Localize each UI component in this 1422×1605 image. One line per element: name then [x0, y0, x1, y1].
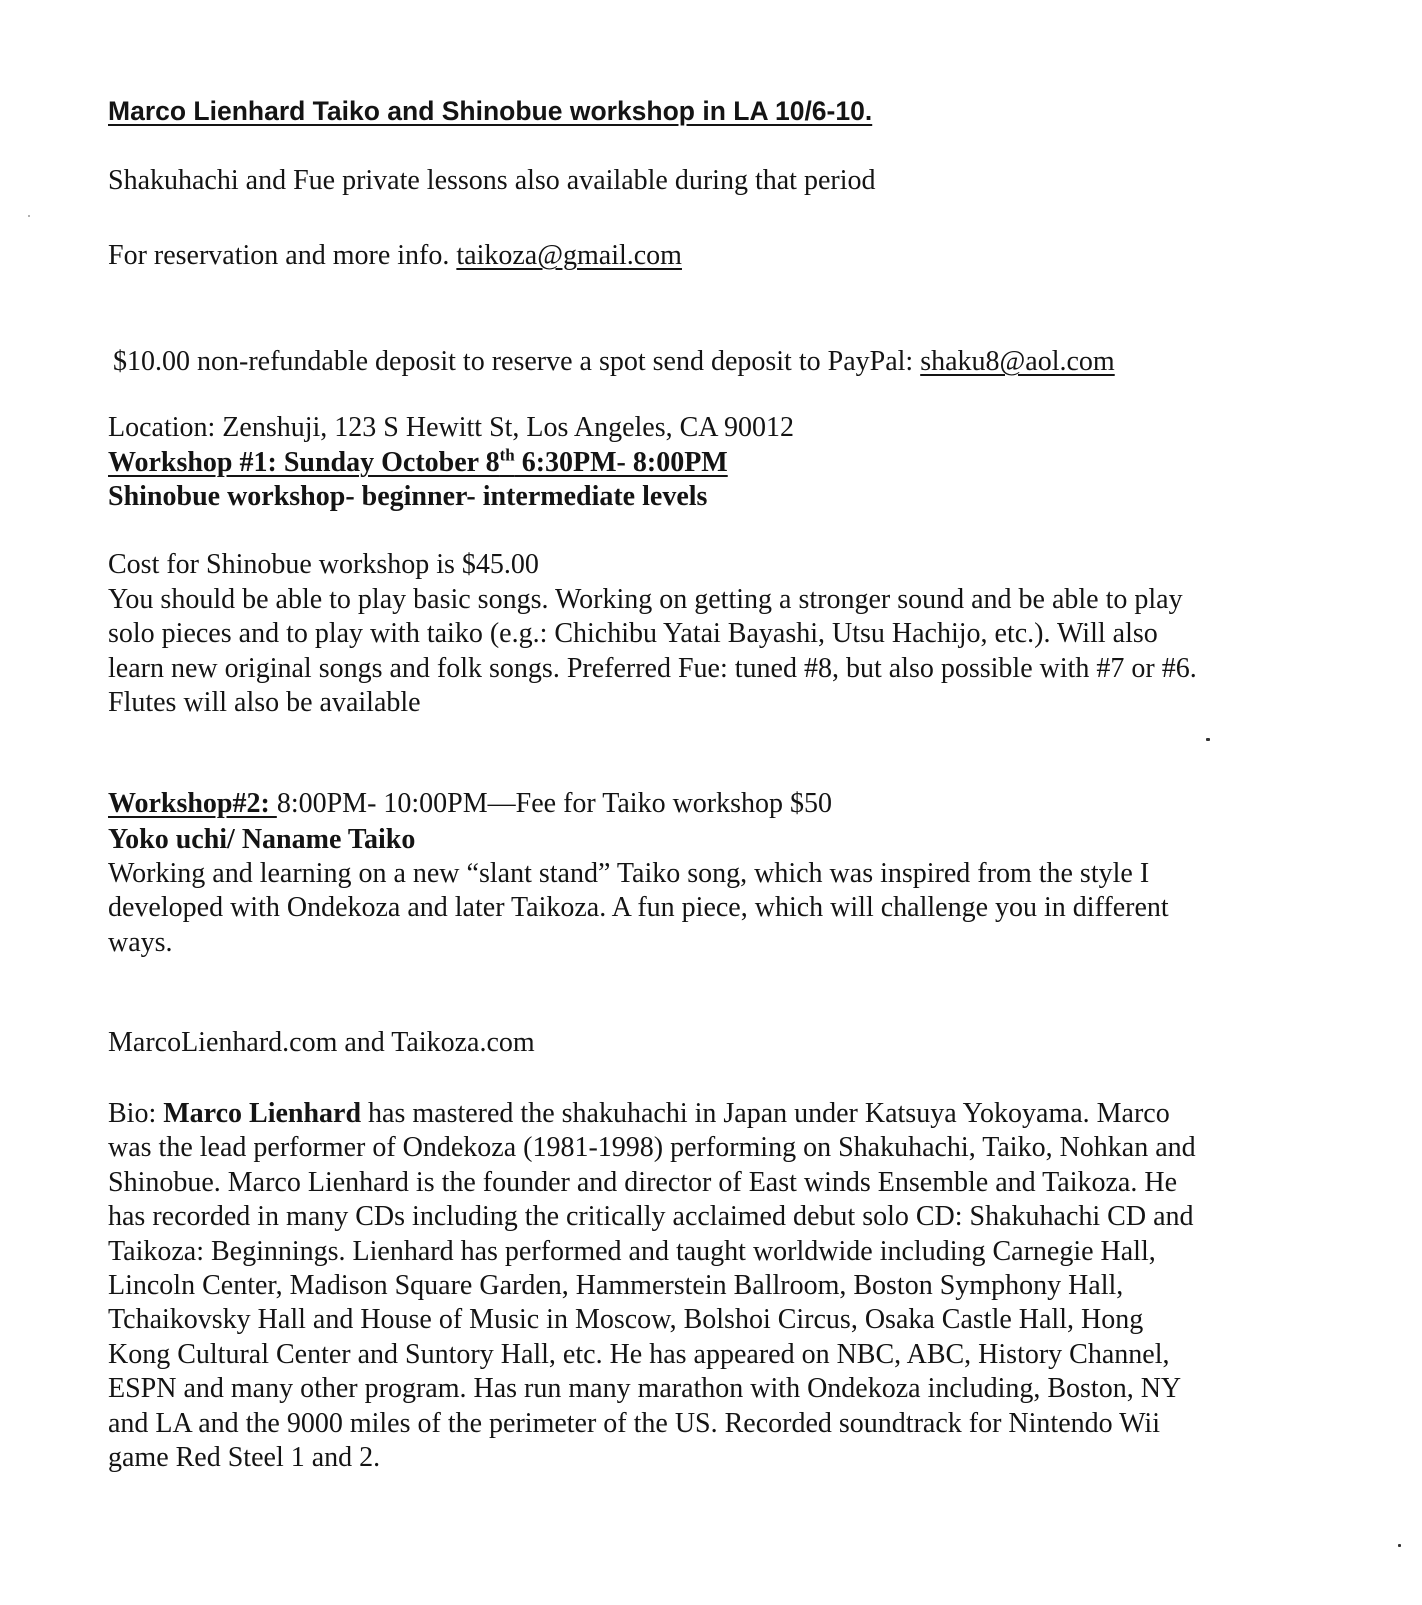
bio-line: Kong Cultural Center and Suntory Hall, etc. He has appeared on NBC, ABC, History Channel, [108, 1338, 1170, 1370]
workshop1-description-line: Flutes will also be available [108, 686, 421, 718]
workshop1-heading [108, 446, 728, 480]
bio-name: Marco Lienhard [163, 1098, 362, 1129]
workshop2-description-line: ways. [108, 926, 173, 958]
location-line: Location: Zenshuji, 123 S Hewitt St, Los Angeles, CA 90012 [108, 412, 794, 443]
reservation-line [108, 239, 682, 273]
deposit-line [113, 345, 1115, 379]
reservation-text: For reservation and more info. [108, 240, 457, 271]
deposit-text: $10.00 non-refundable deposit to reserve a spot send deposit to PayPal: [113, 346, 921, 377]
bio-first-line-rest: has mastered the shakuhachi in Japan under Katsuya Yokoyama. Marco [361, 1098, 1170, 1129]
private-lessons-note: Shakuhachi and Fue private lessons also available during that period [108, 165, 876, 196]
scan-speck [28, 215, 30, 217]
workshop1-description-line: learn new original songs and folk songs. Preferred Fue: tuned #8, but also possible with #7 or #6. [108, 652, 1197, 684]
workshop1-heading-date: Workshop #1: Sunday October 8 [108, 447, 500, 478]
document-title: Marco Lienhard Taiko and Shinobue workshop in LA 10/6-10. [108, 96, 873, 126]
workshop2-heading-line [108, 787, 832, 821]
bio-line: ESPN and many other program. Has run many marathon with Ondekoza including, Boston, NY [108, 1373, 1182, 1405]
bio-line: Tchaikovsky Hall and House of Music in Moscow, Bolshoi Circus, Osaka Castle Hall, Hong [108, 1304, 1144, 1336]
reservation-email-link[interactable]: taikoza@gmail.com [456, 240, 682, 271]
bio-label: Bio: [108, 1098, 164, 1129]
workshop2-description-line: Working and learning on a new “slant stand” Taiko song, which was inspired from the style I [108, 858, 1150, 889]
bio-line: and LA and the 9000 miles of the perimeter of the US. Recorded soundtrack for Nintendo Wii [108, 1407, 1160, 1439]
paypal-email-link[interactable]: shaku8@aol.com [920, 346, 1115, 377]
bio-line: Taikoza: Beginnings. Lienhard has performed and taught worldwide including Carnegie Hall, [108, 1235, 1156, 1267]
workshop1-subtitle: Shinobue workshop- beginner- intermediate levels [108, 481, 708, 512]
workshop1-heading-time: 6:30PM- 8:00PM [514, 447, 728, 478]
bio-line: Lincoln Center, Madison Square Garden, Hammerstein Ballroom, Boston Symphony Hall, [108, 1270, 1124, 1302]
workshop1-heading-suffix: th [499, 445, 515, 465]
scan-speck [1398, 1544, 1401, 1547]
workshop1-cost: Cost for Shinobue workshop is $45.00 [108, 549, 539, 580]
workshop2-time-fee: 8:00PM- 10:00PM—Fee for Taiko workshop $50 [276, 788, 833, 819]
workshop2-heading: Workshop#2: [108, 788, 277, 819]
workshop1-description-line: solo pieces and to play with taiko (e.g.: Chichibu Yatai Bayashi, Utsu Hachijo, etc.). Will also [108, 618, 1158, 650]
bio-line: Shinobue. Marco Lienhard is the founder and director of East winds Ensemble and Taikoza. He [108, 1166, 1177, 1198]
bio-line [108, 1097, 1323, 1131]
bio-line: has recorded in many CDs including the critically acclaimed debut solo CD: Shakuhachi CD and [108, 1201, 1194, 1233]
bio-paragraph [108, 1097, 1323, 1475]
workshop1-description [108, 583, 1323, 720]
websites-line: MarcoLienhard.com and Taikoza.com [108, 1027, 535, 1058]
workshop1-description-line: You should be able to play basic songs. Working on getting a stronger sound and be able to play [108, 584, 1183, 615]
bio-line: was the lead performer of Ondekoza (1981-1998) performing on Shakuhachi, Taiko, Nohkan and [108, 1132, 1196, 1164]
scan-speck [1206, 738, 1210, 741]
workshop2-description [108, 857, 1323, 960]
workshop2-description-line: developed with Ondekoza and later Taikoza. A fun piece, which will challenge you in different [108, 892, 1169, 924]
workshop2-subtitle: Yoko uchi/ Naname Taiko [108, 824, 416, 855]
bio-line: game Red Steel 1 and 2. [108, 1442, 381, 1474]
